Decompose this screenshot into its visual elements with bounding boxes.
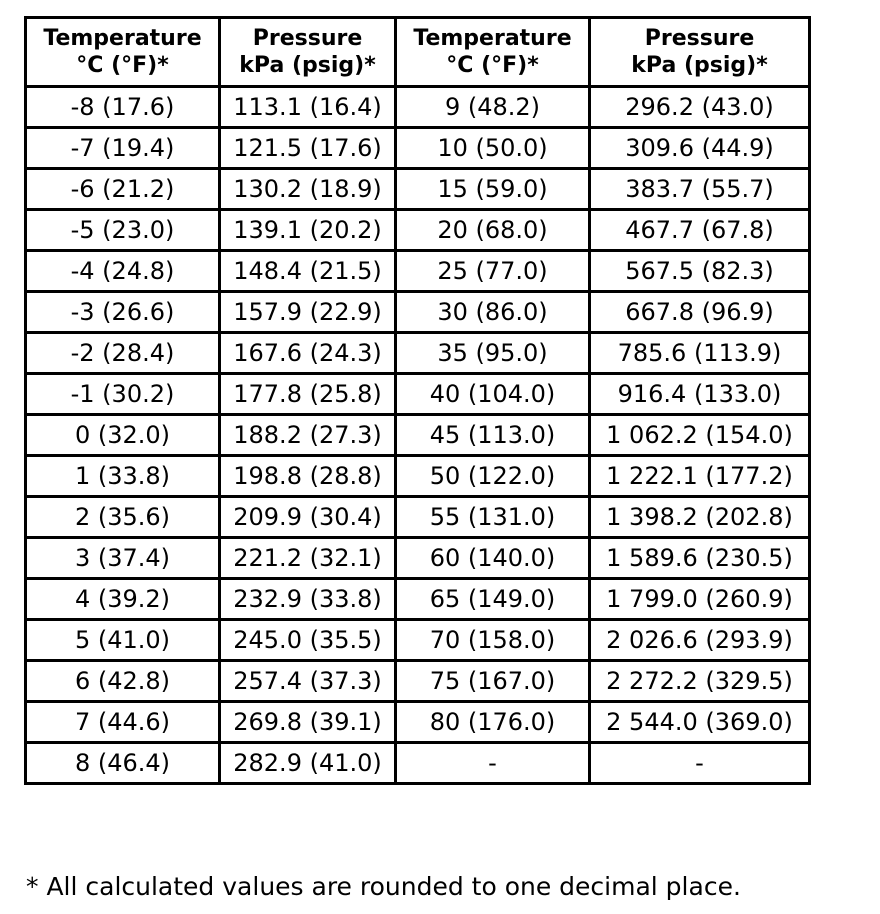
temperature-cell: 3 (37.4) — [26, 538, 220, 579]
temperature-cell: 70 (158.0) — [396, 620, 590, 661]
temperature-cell: 60 (140.0) — [396, 538, 590, 579]
pressure-cell: 157.9 (22.9) — [220, 292, 396, 333]
header-line2: °C (°F)* — [446, 53, 539, 78]
pressure-cell: 2 544.0 (369.0) — [590, 702, 810, 743]
temperature-cell: 35 (95.0) — [396, 333, 590, 374]
temperature-cell: 1 (33.8) — [26, 456, 220, 497]
footnote: * All calculated values are rounded to one decimal place. — [26, 872, 741, 901]
temperature-cell: -4 (24.8) — [26, 251, 220, 292]
header-line2: °C (°F)* — [76, 53, 169, 78]
pressure-cell: 113.1 (16.4) — [220, 87, 396, 128]
table-body — [26, 87, 810, 784]
header-pressure-1 — [220, 18, 396, 87]
table-row — [26, 251, 810, 292]
temperature-cell: 40 (104.0) — [396, 374, 590, 415]
pressure-cell: 148.4 (21.5) — [220, 251, 396, 292]
table-row — [26, 497, 810, 538]
temperature-cell: -1 (30.2) — [26, 374, 220, 415]
temperature-cell: 55 (131.0) — [396, 497, 590, 538]
pressure-cell: 167.6 (24.3) — [220, 333, 396, 374]
header-line1: Pressure — [252, 26, 363, 51]
table-row — [26, 702, 810, 743]
pressure-cell: 1 222.1 (177.2) — [590, 456, 810, 497]
header-line1: Temperature — [413, 26, 572, 51]
pressure-cell: 785.6 (113.9) — [590, 333, 810, 374]
temperature-cell: 20 (68.0) — [396, 210, 590, 251]
pressure-cell: 121.5 (17.6) — [220, 128, 396, 169]
temperature-cell: 8 (46.4) — [26, 743, 220, 784]
temperature-cell: -2 (28.4) — [26, 333, 220, 374]
pressure-cell: 383.7 (55.7) — [590, 169, 810, 210]
temperature-cell: -7 (19.4) — [26, 128, 220, 169]
pressure-cell: 221.2 (32.1) — [220, 538, 396, 579]
temperature-cell: 6 (42.8) — [26, 661, 220, 702]
temperature-cell: 5 (41.0) — [26, 620, 220, 661]
pressure-cell: 198.8 (28.8) — [220, 456, 396, 497]
temperature-cell: 75 (167.0) — [396, 661, 590, 702]
temperature-cell: 2 (35.6) — [26, 497, 220, 538]
header-line1: Temperature — [43, 26, 202, 51]
pressure-cell: 309.6 (44.9) — [590, 128, 810, 169]
table-row — [26, 87, 810, 128]
temperature-cell: 25 (77.0) — [396, 251, 590, 292]
header-line2: kPa (psig)* — [631, 53, 768, 78]
table-row — [26, 620, 810, 661]
pressure-cell: 282.9 (41.0) — [220, 743, 396, 784]
table-row — [26, 210, 810, 251]
table-row — [26, 579, 810, 620]
pressure-cell: 296.2 (43.0) — [590, 87, 810, 128]
pressure-cell: 1 799.0 (260.9) — [590, 579, 810, 620]
table-row — [26, 743, 810, 784]
temperature-cell: 0 (32.0) — [26, 415, 220, 456]
pressure-cell: 188.2 (27.3) — [220, 415, 396, 456]
temperature-cell: 30 (86.0) — [396, 292, 590, 333]
header-pressure-2 — [590, 18, 810, 87]
temperature-cell: 15 (59.0) — [396, 169, 590, 210]
pressure-cell: 245.0 (35.5) — [220, 620, 396, 661]
pressure-cell: 567.5 (82.3) — [590, 251, 810, 292]
table-row — [26, 128, 810, 169]
temperature-cell: 65 (149.0) — [396, 579, 590, 620]
pressure-cell: 667.8 (96.9) — [590, 292, 810, 333]
table-row — [26, 538, 810, 579]
temperature-cell: 7 (44.6) — [26, 702, 220, 743]
temperature-cell: -8 (17.6) — [26, 87, 220, 128]
pressure-cell: 467.7 (67.8) — [590, 210, 810, 251]
pressure-cell: 232.9 (33.8) — [220, 579, 396, 620]
temperature-cell: 4 (39.2) — [26, 579, 220, 620]
table-row — [26, 456, 810, 497]
temperature-cell: 45 (113.0) — [396, 415, 590, 456]
table-row — [26, 292, 810, 333]
temperature-cell: 80 (176.0) — [396, 702, 590, 743]
header-temperature-1 — [26, 18, 220, 87]
table-row — [26, 333, 810, 374]
pressure-cell: 2 272.2 (329.5) — [590, 661, 810, 702]
table-row — [26, 661, 810, 702]
header-row — [26, 18, 810, 87]
pressure-cell: 139.1 (20.2) — [220, 210, 396, 251]
pressure-cell: - — [590, 743, 810, 784]
temperature-cell: 9 (48.2) — [396, 87, 590, 128]
table-header — [26, 18, 810, 87]
table-row — [26, 415, 810, 456]
temperature-cell: -5 (23.0) — [26, 210, 220, 251]
pressure-cell: 177.8 (25.8) — [220, 374, 396, 415]
temperature-cell: -3 (26.6) — [26, 292, 220, 333]
pressure-cell: 2 026.6 (293.9) — [590, 620, 810, 661]
pressure-cell: 1 589.6 (230.5) — [590, 538, 810, 579]
pressure-cell: 269.8 (39.1) — [220, 702, 396, 743]
pressure-cell: 1 062.2 (154.0) — [590, 415, 810, 456]
temperature-cell: 50 (122.0) — [396, 456, 590, 497]
pressure-cell: 209.9 (30.4) — [220, 497, 396, 538]
temperature-cell: -6 (21.2) — [26, 169, 220, 210]
temperature-cell: 10 (50.0) — [396, 128, 590, 169]
table-row — [26, 169, 810, 210]
temperature-cell: - — [396, 743, 590, 784]
pressure-cell: 130.2 (18.9) — [220, 169, 396, 210]
pressure-temperature-table — [24, 16, 811, 785]
header-line2: kPa (psig)* — [239, 53, 376, 78]
pressure-cell: 257.4 (37.3) — [220, 661, 396, 702]
header-line1: Pressure — [644, 26, 755, 51]
header-temperature-2 — [396, 18, 590, 87]
pressure-cell: 1 398.2 (202.8) — [590, 497, 810, 538]
table-row — [26, 374, 810, 415]
pressure-cell: 916.4 (133.0) — [590, 374, 810, 415]
